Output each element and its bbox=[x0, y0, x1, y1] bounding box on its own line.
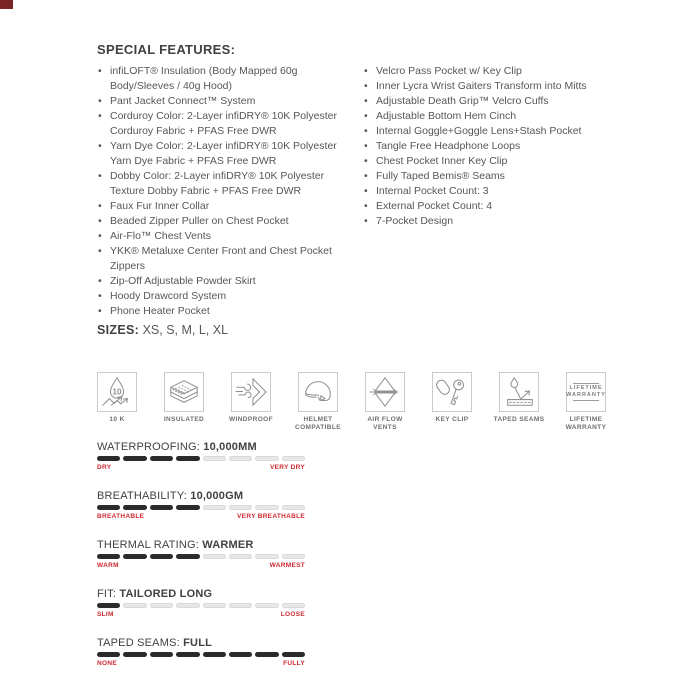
rating-pill bbox=[176, 652, 199, 657]
sizes-value: XS, S, M, L, XL bbox=[142, 323, 229, 337]
rating-section-taped-seams bbox=[97, 637, 305, 686]
rating-pill bbox=[123, 652, 146, 657]
rating-label: TAPED SEAMS: bbox=[97, 637, 184, 649]
feature-item: • Zip-Off Adjustable Powder Skirt bbox=[97, 274, 363, 289]
feature-item: • Velcro Pass Pocket w/ Key Clip bbox=[363, 64, 622, 79]
rating-pill bbox=[123, 505, 146, 510]
rating-pill bbox=[150, 603, 173, 608]
feature-item: • Internal Pocket Count: 3 bbox=[363, 184, 622, 199]
rating-pill bbox=[282, 505, 305, 510]
feature-item: • 7-Pocket Design bbox=[363, 214, 622, 229]
rating-pill bbox=[282, 603, 305, 608]
rating-pill bbox=[282, 456, 305, 461]
rating-title bbox=[97, 441, 305, 453]
feature-item: • Inner Lycra Wrist Gaiters Transform into Mitts bbox=[363, 79, 622, 94]
feature-item: • Internal Goggle+Goggle Lens+Stash Pocket bbox=[363, 124, 622, 139]
feature-item: • infiLOFT® Insulation (Body Mapped 60g Body/Sleeves / 40g Hood) bbox=[97, 64, 363, 94]
rating-bar bbox=[97, 652, 305, 657]
lifetime-warranty-icon: LIFETIME WARRANTY bbox=[566, 382, 606, 402]
rating-min-label: WARM bbox=[97, 562, 119, 569]
feature-item: • Pant Jacket Connect™ System bbox=[97, 94, 363, 109]
rating-pill bbox=[203, 652, 226, 657]
rating-max-label: WARMEST bbox=[269, 562, 305, 569]
rating-value: 10,000MM bbox=[203, 441, 257, 453]
svg-text:10: 10 bbox=[112, 387, 122, 397]
rating-pill bbox=[97, 652, 120, 657]
rating-pill bbox=[203, 603, 226, 608]
rating-pill bbox=[229, 603, 252, 608]
rating-label: FIT: bbox=[97, 588, 120, 600]
ratings bbox=[97, 441, 305, 686]
feature-item: • Tangle Free Headphone Loops bbox=[363, 139, 622, 154]
features-list-left bbox=[97, 64, 363, 319]
rating-pill bbox=[255, 652, 278, 657]
rating-pill bbox=[203, 554, 226, 559]
rating-bar bbox=[97, 554, 305, 559]
rating-pill bbox=[255, 456, 278, 461]
feature-item: • Dobby Color: 2-Layer infiDRY® 10K Polyester Texture Dobby Fabric + PFAS Free DWR bbox=[97, 169, 363, 199]
feature-icon-cell-airflow bbox=[365, 372, 405, 431]
rating-pill bbox=[97, 456, 120, 461]
rating-pill bbox=[255, 505, 278, 510]
rating-value: TAILORED LONG bbox=[119, 588, 213, 600]
rating-label: THERMAL RATING: bbox=[97, 539, 203, 551]
rating-pill bbox=[229, 652, 252, 657]
feature-item: • Fully Taped Bemis® Seams bbox=[363, 169, 622, 184]
rating-section-fit bbox=[97, 588, 305, 637]
page-corner-mark bbox=[0, 0, 13, 9]
feature-item: • Corduroy Color: 2-Layer infiDRY® 10K Polyester Corduroy Fabric + PFAS Free DWR bbox=[97, 109, 363, 139]
feature-item: • Faux Fur Inner Collar bbox=[97, 199, 363, 214]
feature-icon-cell-keyclip bbox=[432, 372, 472, 431]
feature-icons-row bbox=[97, 372, 606, 431]
rating-pill bbox=[176, 456, 199, 461]
rating-max-label: VERY DRY bbox=[269, 464, 305, 471]
rating-pill bbox=[150, 554, 173, 559]
rating-pill bbox=[203, 456, 226, 461]
feature-item: • Hoody Drawcord System bbox=[97, 289, 363, 304]
feature-item: • Beaded Zipper Puller on Chest Pocket bbox=[97, 214, 363, 229]
rating-pill bbox=[150, 505, 173, 510]
rating-section-waterproofing bbox=[97, 441, 305, 490]
rating-pill bbox=[176, 554, 199, 559]
windproof-icon bbox=[234, 375, 268, 409]
taped-seams-icon bbox=[502, 375, 536, 409]
rating-label: WATERPROOFING: bbox=[97, 441, 204, 453]
rating-title bbox=[97, 539, 305, 551]
feature-icon-label: KEY CLIP bbox=[435, 416, 469, 423]
feature-icon-label: WINDPROOF bbox=[228, 416, 274, 423]
feature-icon-label: HELMET COMPATIBLE bbox=[294, 416, 341, 431]
feature-item: • External Pocket Count: 4 bbox=[363, 199, 622, 214]
sizes-line bbox=[97, 323, 228, 337]
feature-icon-label: 10 K bbox=[109, 416, 125, 423]
rating-bar bbox=[97, 456, 305, 461]
rating-pill bbox=[203, 505, 226, 510]
rating-value: WARMER bbox=[202, 539, 254, 551]
rating-max-label: LOOSE bbox=[280, 611, 305, 618]
rating-min-label: NONE bbox=[97, 660, 117, 667]
air-flow-vents-icon bbox=[368, 375, 402, 409]
feature-item: • Phone Heater Pocket bbox=[97, 304, 363, 319]
rating-pill bbox=[150, 456, 173, 461]
sizes-label: SIZES: bbox=[97, 323, 140, 337]
rating-value: FULL bbox=[183, 637, 213, 649]
feature-item: • Adjustable Bottom Hem Cinch bbox=[363, 109, 622, 124]
rating-title bbox=[97, 588, 305, 600]
feature-item: • Yarn Dye Color: 2-Layer infiDRY® 10K Polyester Yarn Dye Fabric + PFAS Free DWR bbox=[97, 139, 363, 169]
feature-icon-label: AIR FLOW VENTS bbox=[367, 416, 403, 431]
rating-section-breathability bbox=[97, 490, 305, 539]
rating-pill bbox=[282, 652, 305, 657]
rating-min-label: SLIM bbox=[97, 611, 114, 618]
rating-max-label: VERY BREATHABLE bbox=[237, 513, 305, 520]
rating-min-label: DRY bbox=[97, 464, 112, 471]
rating-pill bbox=[229, 554, 252, 559]
feature-item: • Chest Pocket Inner Key Clip bbox=[363, 154, 622, 169]
rating-bar bbox=[97, 505, 305, 510]
feature-item: • Air-Flo™ Chest Vents bbox=[97, 229, 363, 244]
rating-pill bbox=[176, 603, 199, 608]
feature-item: • Adjustable Death Grip™ Velcro Cuffs bbox=[363, 94, 622, 109]
10k-waterproof-icon bbox=[100, 375, 134, 409]
rating-pill bbox=[123, 554, 146, 559]
feature-item: • YKK® Metaluxe Center Front and Chest Pocket Zippers bbox=[97, 244, 363, 274]
feature-icon-label: TAPED SEAMS bbox=[493, 416, 545, 423]
feature-icon-cell-warranty bbox=[566, 372, 606, 431]
feature-icon-cell-10k bbox=[97, 372, 137, 431]
rating-pill bbox=[123, 603, 146, 608]
special-features-columns bbox=[97, 64, 622, 319]
rating-title bbox=[97, 490, 305, 502]
feature-icon-cell-windproof bbox=[228, 372, 274, 431]
rating-section-thermal-rating bbox=[97, 539, 305, 588]
rating-pill bbox=[97, 554, 120, 559]
rating-max-label: FULLY bbox=[283, 660, 305, 667]
rating-pill bbox=[150, 652, 173, 657]
insulated-icon bbox=[167, 375, 201, 409]
rating-pill bbox=[282, 554, 305, 559]
feature-icon-cell-helmet bbox=[294, 372, 341, 431]
rating-label: BREATHABILITY: bbox=[97, 490, 191, 502]
features-list-right bbox=[363, 64, 622, 319]
feature-icon-label: INSULATED bbox=[163, 416, 205, 423]
rating-pill bbox=[229, 505, 252, 510]
feature-icon-cell-tapedseams bbox=[493, 372, 545, 431]
helmet-compatible-icon bbox=[301, 375, 335, 409]
rating-pill bbox=[176, 505, 199, 510]
rating-pill bbox=[255, 603, 278, 608]
feature-icon-label: LIFETIME WARRANTY bbox=[565, 416, 607, 431]
rating-value: 10,000GM bbox=[190, 490, 244, 502]
rating-pill bbox=[123, 456, 146, 461]
rating-pill bbox=[97, 603, 120, 608]
key-clip-icon bbox=[435, 375, 469, 409]
rating-title bbox=[97, 637, 305, 649]
rating-pill bbox=[97, 505, 120, 510]
rating-bar bbox=[97, 603, 305, 608]
special-features-heading: SPECIAL FEATURES: bbox=[97, 42, 236, 57]
feature-icon-cell-insulated bbox=[164, 372, 204, 431]
rating-min-label: BREATHABLE bbox=[97, 513, 145, 520]
rating-pill bbox=[255, 554, 278, 559]
rating-pill bbox=[229, 456, 252, 461]
